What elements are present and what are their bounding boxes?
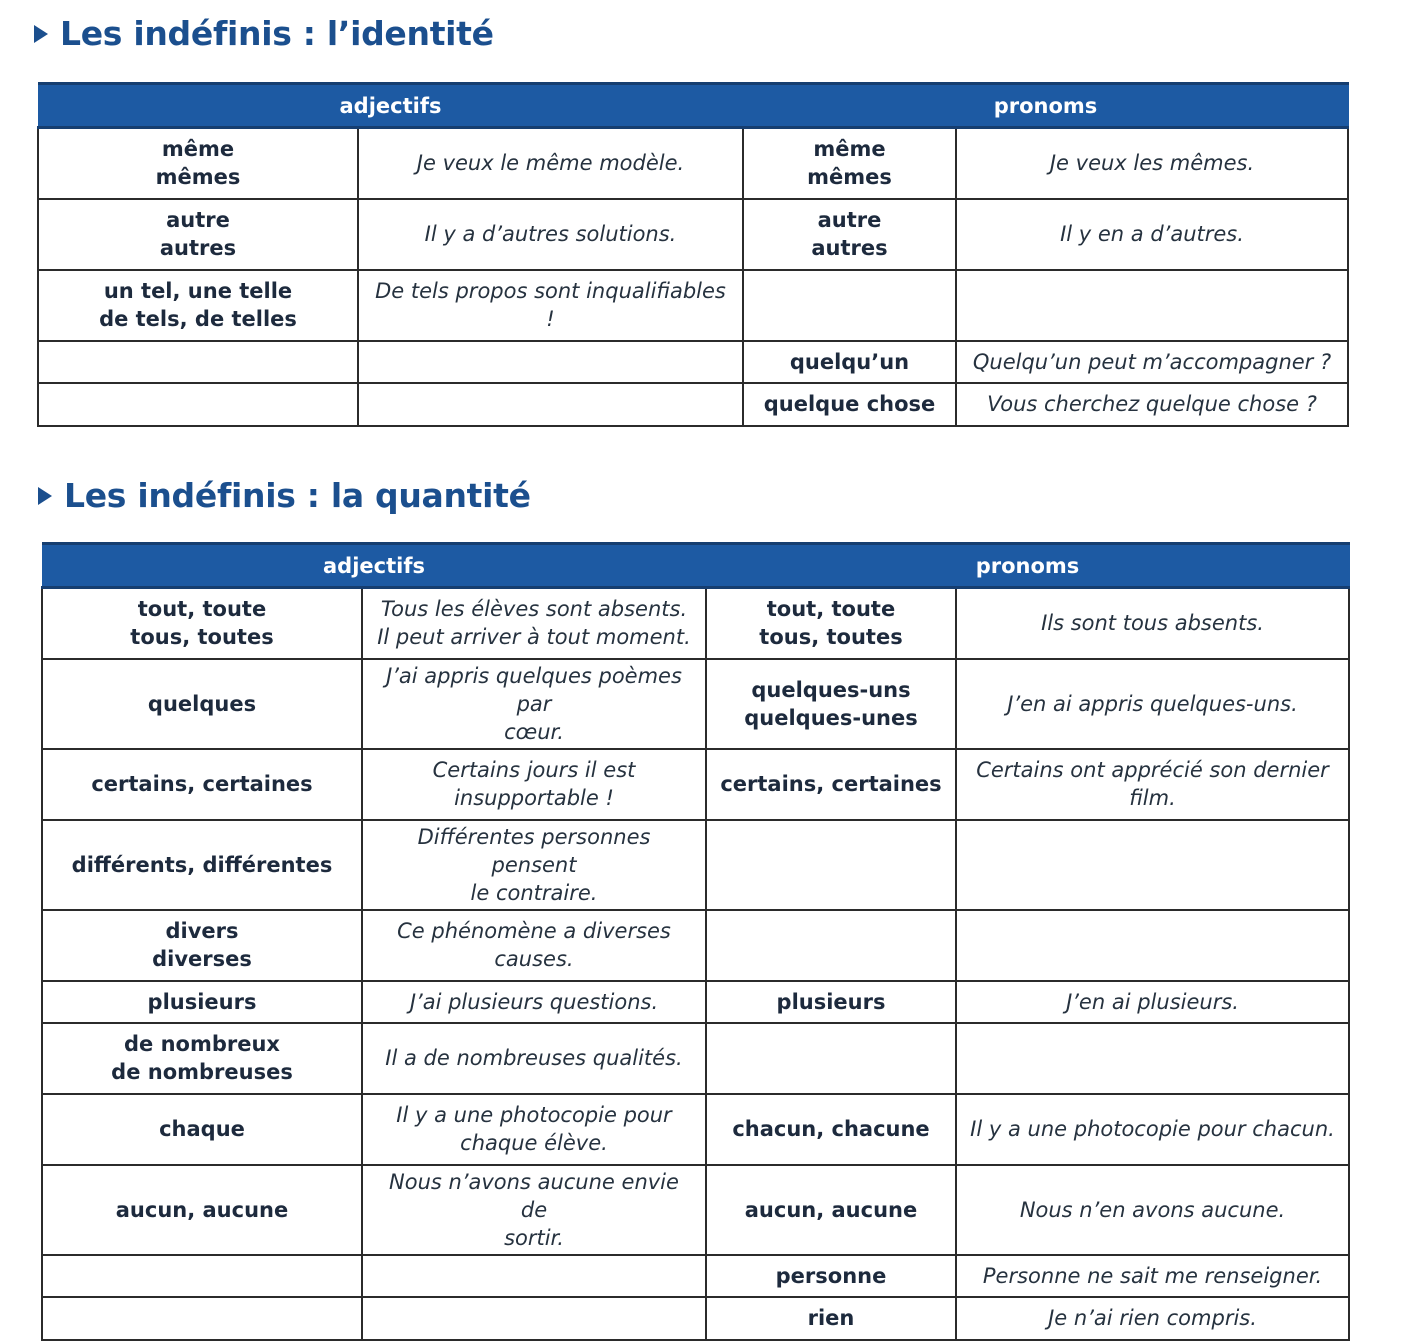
adjective-cell: plusieurs [42, 981, 362, 1023]
table-row [42, 1165, 1349, 1255]
table-row [42, 1297, 1349, 1340]
pronoun-example-cell: Vous cherchez quelque chose ? [956, 383, 1348, 426]
pronoun-cell: même mêmes [743, 128, 956, 199]
adjective-example-cell: Il y a d’autres solutions. [358, 199, 743, 270]
pronoun-example-cell [956, 910, 1349, 981]
adjective-example-cell: Je veux le même modèle. [358, 128, 743, 199]
pronoun-example-cell: Il y en a d’autres. [956, 199, 1348, 270]
table-row [42, 1023, 1349, 1094]
pronoun-cell: aucun, aucune [706, 1165, 956, 1255]
identity-header-adjectives: adjectifs [38, 84, 743, 128]
table-row [38, 128, 1348, 199]
table-row [42, 1094, 1349, 1165]
pronoun-cell: tout, toute tous, toutes [706, 588, 956, 659]
quantity-title-text: Les indéfinis : la quantité [64, 476, 531, 515]
pronoun-example-cell: J’en ai appris quelques-uns. [956, 659, 1349, 749]
pronoun-example-cell [956, 270, 1348, 341]
adjective-cell: autre autres [38, 199, 358, 270]
table-row [38, 341, 1348, 383]
identity-table [37, 82, 1349, 427]
identity-section-title [34, 14, 494, 53]
adjective-example-cell: Il y a une photocopie pour chaque élève. [362, 1094, 706, 1165]
pronoun-cell: chacun, chacune [706, 1094, 956, 1165]
adjective-cell: chaque [42, 1094, 362, 1165]
pronoun-example-cell [956, 820, 1349, 910]
adjective-example-cell: J’ai plusieurs questions. [362, 981, 706, 1023]
identity-header-pronouns: pronoms [743, 84, 1348, 128]
pronoun-cell: autre autres [743, 199, 956, 270]
quantity-section-title [38, 476, 531, 515]
pronoun-example-cell: J’en ai plusieurs. [956, 981, 1349, 1023]
pronoun-cell: quelqu’un [743, 341, 956, 383]
pronoun-cell [706, 820, 956, 910]
pronoun-example-cell: Personne ne sait me renseigner. [956, 1255, 1349, 1297]
pronoun-example-cell [956, 1023, 1349, 1094]
pronoun-example-cell: Nous n’en avons aucune. [956, 1165, 1349, 1255]
adjective-cell: tout, toute tous, toutes [42, 588, 362, 659]
adjective-cell: aucun, aucune [42, 1165, 362, 1255]
table-row [42, 910, 1349, 981]
adjective-cell: quelques [42, 659, 362, 749]
adjective-cell: un tel, une telle de tels, de telles [38, 270, 358, 341]
table-row [42, 659, 1349, 749]
adjective-cell [42, 1297, 362, 1340]
table-row [42, 981, 1349, 1023]
table-row [38, 270, 1348, 341]
adjective-cell: de nombreux de nombreuses [42, 1023, 362, 1094]
adjective-example-cell: Il a de nombreuses qualités. [362, 1023, 706, 1094]
adjective-cell: même mêmes [38, 128, 358, 199]
adjective-cell [38, 341, 358, 383]
pronoun-cell [743, 270, 956, 341]
table-row [42, 1255, 1349, 1297]
adjective-example-cell: De tels propos sont inqualifiables ! [358, 270, 743, 341]
pronoun-example-cell: Certains ont apprécié son dernier film. [956, 749, 1349, 820]
triangle-bullet-icon [38, 487, 52, 505]
table-row [42, 820, 1349, 910]
adjective-cell: certains, certaines [42, 749, 362, 820]
adjective-example-cell [358, 341, 743, 383]
adjective-example-cell [358, 383, 743, 426]
pronoun-cell: rien [706, 1297, 956, 1340]
table-row [42, 588, 1349, 659]
pronoun-example-cell: Je n’ai rien compris. [956, 1297, 1349, 1340]
pronoun-cell: quelque chose [743, 383, 956, 426]
quantity-header-pronouns: pronoms [706, 544, 1349, 588]
quantity-table [41, 542, 1350, 1341]
adjective-example-cell: Tous les élèves sont absents. Il peut arriver à tout moment. [362, 588, 706, 659]
pronoun-example-cell: Je veux les mêmes. [956, 128, 1348, 199]
pronoun-example-cell: Il y a une photocopie pour chacun. [956, 1094, 1349, 1165]
triangle-bullet-icon [34, 25, 48, 43]
adjective-example-cell: J’ai appris quelques poèmes par cœur. [362, 659, 706, 749]
adjective-example-cell: Nous n’avons aucune envie de sortir. [362, 1165, 706, 1255]
pronoun-example-cell: Quelqu’un peut m’accompagner ? [956, 341, 1348, 383]
pronoun-cell: personne [706, 1255, 956, 1297]
table-row [42, 749, 1349, 820]
table-row [38, 383, 1348, 426]
quantity-header-adjectives: adjectifs [42, 544, 706, 588]
adjective-example-cell: Différentes personnes pensent le contraire. [362, 820, 706, 910]
table-row [38, 199, 1348, 270]
adjective-cell: divers diverses [42, 910, 362, 981]
pronoun-cell: plusieurs [706, 981, 956, 1023]
adjective-cell [42, 1255, 362, 1297]
identity-title-text: Les indéfinis : l’identité [60, 14, 494, 53]
adjective-cell [38, 383, 358, 426]
pronoun-cell: certains, certaines [706, 749, 956, 820]
pronoun-cell [706, 910, 956, 981]
adjective-example-cell [362, 1255, 706, 1297]
adjective-example-cell [362, 1297, 706, 1340]
adjective-example-cell: Ce phénomène a diverses causes. [362, 910, 706, 981]
pronoun-cell: quelques-uns quelques-unes [706, 659, 956, 749]
adjective-cell: différents, différentes [42, 820, 362, 910]
pronoun-example-cell: Ils sont tous absents. [956, 588, 1349, 659]
adjective-example-cell: Certains jours il est insupportable ! [362, 749, 706, 820]
pronoun-cell [706, 1023, 956, 1094]
